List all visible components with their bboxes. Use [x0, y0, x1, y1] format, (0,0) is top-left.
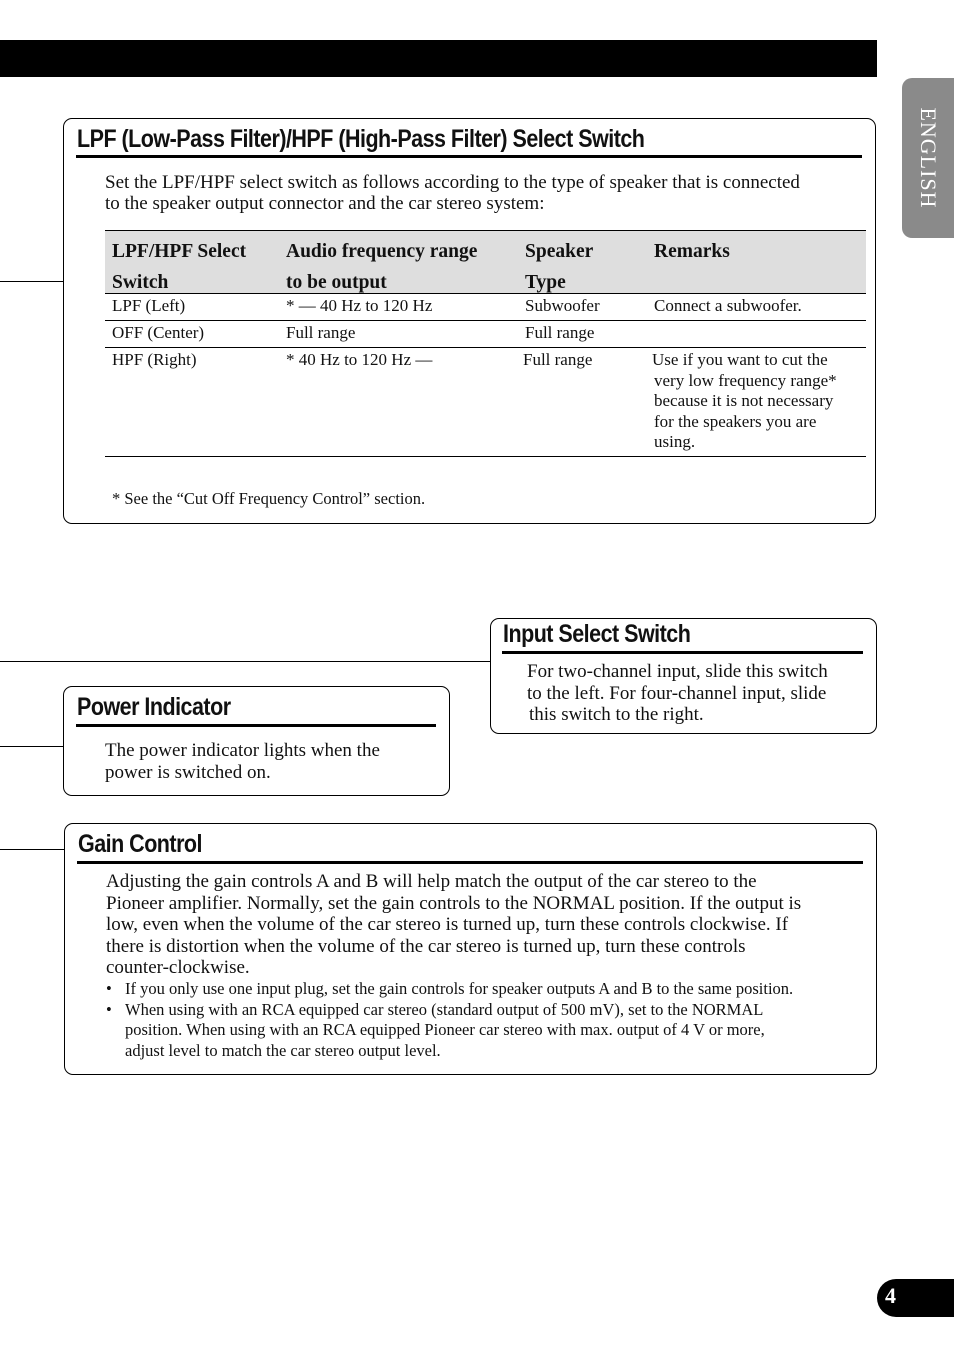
gain-control-notes: [105, 979, 870, 1061]
lpf-hpf-title: LPF (Low-Pass Filter)/HPF (High-Pass Filter) Select Switch: [77, 125, 645, 153]
header-speaker: Speaker Type: [525, 241, 594, 293]
page-number-tab: [877, 1279, 954, 1317]
lpf-hpf-intro-line-1: Set the LPF/HPF select switch as follows according to the type of speaker that is connected: [105, 172, 800, 193]
row2-range: Full range: [286, 323, 356, 342]
leader-line-gain: [0, 849, 64, 850]
row1-remarks: Connect a subwoofer.: [654, 296, 802, 315]
lpf-hpf-footnote: * See the “Cut Off Frequency Control” section.: [112, 489, 426, 508]
leader-line-lpf: [0, 281, 63, 282]
leader-line-power: [0, 746, 63, 747]
input-select-title-rule: [502, 651, 863, 654]
row3-speaker: Full range: [523, 350, 593, 369]
table-bottom-rule: [105, 456, 866, 457]
header-bar: [0, 40, 877, 77]
language-tab-label: ENGLISH: [916, 107, 941, 209]
lpf-hpf-title-rule: [76, 155, 862, 158]
gain-control-title-rule: [77, 861, 863, 864]
input-select-text: For two-channel input, slide this switch to the left. For four-channel input, slide this switch to the right.: [527, 661, 828, 725]
header-remarks: Remarks: [654, 241, 730, 262]
input-select-title: Input Select Switch: [503, 620, 691, 648]
header-range: Audio frequency range to be output: [286, 241, 478, 293]
list-item: • When using with an RCA equipped car stereo (standard output of 500 mV), set to the NORMAL position. When using with an RCA equipped Pioneer car stereo with max. output of 4 V or more, adjust level to match the car stereo output level.: [106, 999, 765, 1060]
power-indicator-text: The power indicator lights when the power is switched on.: [105, 740, 380, 783]
gain-control-title: Gain Control: [78, 830, 203, 858]
row2-speaker: Full range: [525, 323, 595, 342]
row-divider: [105, 320, 866, 321]
row1-switch: LPF (Left): [112, 296, 186, 315]
row3-remarks: Use if you want to cut the very low frequency range* because it is not necessary for the speakers you are using.: [652, 350, 837, 451]
row1-range: * — 40 Hz to 120 Hz: [286, 296, 433, 315]
row1-speaker: Subwoofer: [525, 296, 600, 315]
header-switch: LPF/HPF Select Switch: [112, 241, 247, 293]
row3-range: * 40 Hz to 120 Hz —: [286, 350, 433, 369]
row2-switch: OFF (Center): [112, 323, 205, 342]
bullet-icon: •: [106, 999, 112, 1019]
bullet-icon: •: [106, 979, 112, 998]
row3-switch: HPF (Right): [112, 350, 197, 369]
list-item: • If you only use one input plug, set the gain controls for speaker outputs A and B to the same position.: [106, 979, 794, 998]
lpf-hpf-intro-line-2: to the speaker output connector and the car stereo system:: [105, 193, 545, 214]
row-divider: [105, 347, 866, 348]
power-indicator-title-rule: [76, 724, 436, 727]
language-tab: [902, 78, 954, 238]
gain-control-text: Adjusting the gain controls A and B will help match the output of the car stereo to the Pioneer amplifier. Normally, set the gain controls to the NORMAL position. If the output is low, even when the volume of the car stereo is turned up, turn these controls clockwise. If there is distortion when the volume of the car stereo is turned up, turn these controls counter-clockwise.: [106, 871, 802, 978]
page-number: 4: [885, 1283, 896, 1308]
leader-line-input: [0, 661, 490, 662]
power-indicator-title: Power Indicator: [77, 693, 231, 721]
